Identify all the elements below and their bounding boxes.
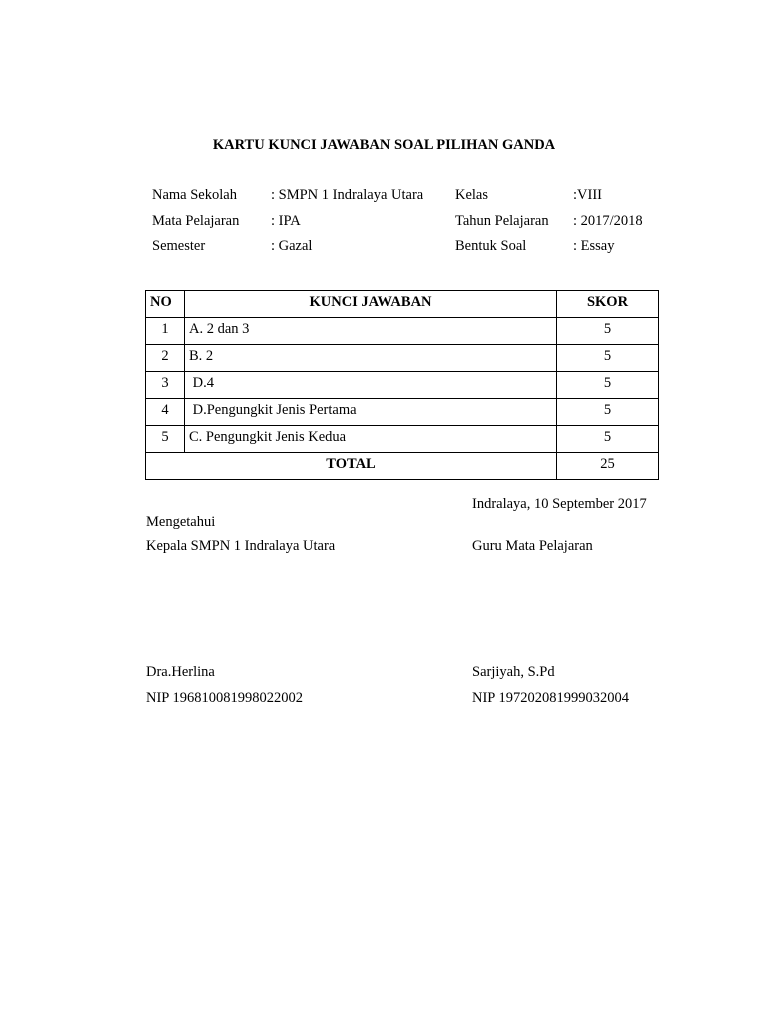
table-row — [146, 399, 659, 426]
row-answer: D.Pengungkit Jenis Pertama — [185, 399, 557, 426]
table-total-row — [146, 453, 659, 480]
principal-nip: NIP 196810081998022002 — [146, 690, 303, 706]
info-row-school — [0, 187, 768, 209]
page-title: KARTU KUNCI JAWABAN SOAL PILIHAN GANDA — [212, 137, 556, 153]
info-value-year: : 2017/2018 — [573, 213, 643, 229]
teacher-nip: NIP 197202081999032004 — [472, 690, 629, 706]
info-label-form: Bentuk Soal — [455, 238, 527, 254]
teacher-name: Sarjiyah, S.Pd — [472, 664, 555, 680]
info-value-semester: : Gazal — [271, 238, 313, 254]
row-score: 5 — [557, 426, 659, 453]
info-row-semester — [0, 238, 768, 260]
header-score: SKOR — [557, 291, 659, 318]
principal-name: Dra.Herlina — [146, 664, 215, 680]
info-row-subject — [0, 213, 768, 235]
table-row — [146, 426, 659, 453]
info-value-form: : Essay — [573, 238, 615, 254]
row-score: 5 — [557, 399, 659, 426]
teacher-role: Guru Mata Pelajaran — [472, 538, 593, 554]
row-no: 2 — [146, 345, 185, 372]
info-value-subject: : IPA — [271, 213, 301, 229]
info-value-school: : SMPN 1 Indralaya Utara — [271, 187, 424, 203]
row-score: 5 — [557, 372, 659, 399]
row-score: 5 — [557, 345, 659, 372]
table-row — [146, 372, 659, 399]
principal-role: Kepala SMPN 1 Indralaya Utara — [146, 538, 336, 554]
header-answer-key: KUNCI JAWABAN — [185, 291, 557, 318]
row-score: 5 — [557, 318, 659, 345]
table-row — [146, 345, 659, 372]
row-answer: A. 2 dan 3 — [185, 318, 557, 345]
row-answer: C. Pengungkit Jenis Kedua — [185, 426, 557, 453]
answer-key-table — [145, 290, 659, 480]
info-label-semester: Semester — [152, 238, 206, 254]
info-label-school: Nama Sekolah — [152, 187, 237, 203]
table-header-row — [146, 291, 659, 318]
row-no: 3 — [146, 372, 185, 399]
total-label: TOTAL — [146, 453, 557, 480]
row-answer: B. 2 — [185, 345, 557, 372]
row-no: 5 — [146, 426, 185, 453]
row-answer: D.4 — [185, 372, 557, 399]
place-date: Indralaya, 10 September 2017 — [472, 496, 647, 512]
info-value-class: :VIII — [573, 187, 602, 203]
header-no: NO — [146, 291, 185, 318]
row-no: 4 — [146, 399, 185, 426]
table-row — [146, 318, 659, 345]
info-label-year: Tahun Pelajaran — [455, 213, 549, 229]
total-value: 25 — [557, 453, 659, 480]
info-label-subject: Mata Pelajaran — [152, 213, 240, 229]
row-no: 1 — [146, 318, 185, 345]
info-label-class: Kelas — [455, 187, 489, 203]
acknowledged-label: Mengetahui — [146, 514, 216, 530]
